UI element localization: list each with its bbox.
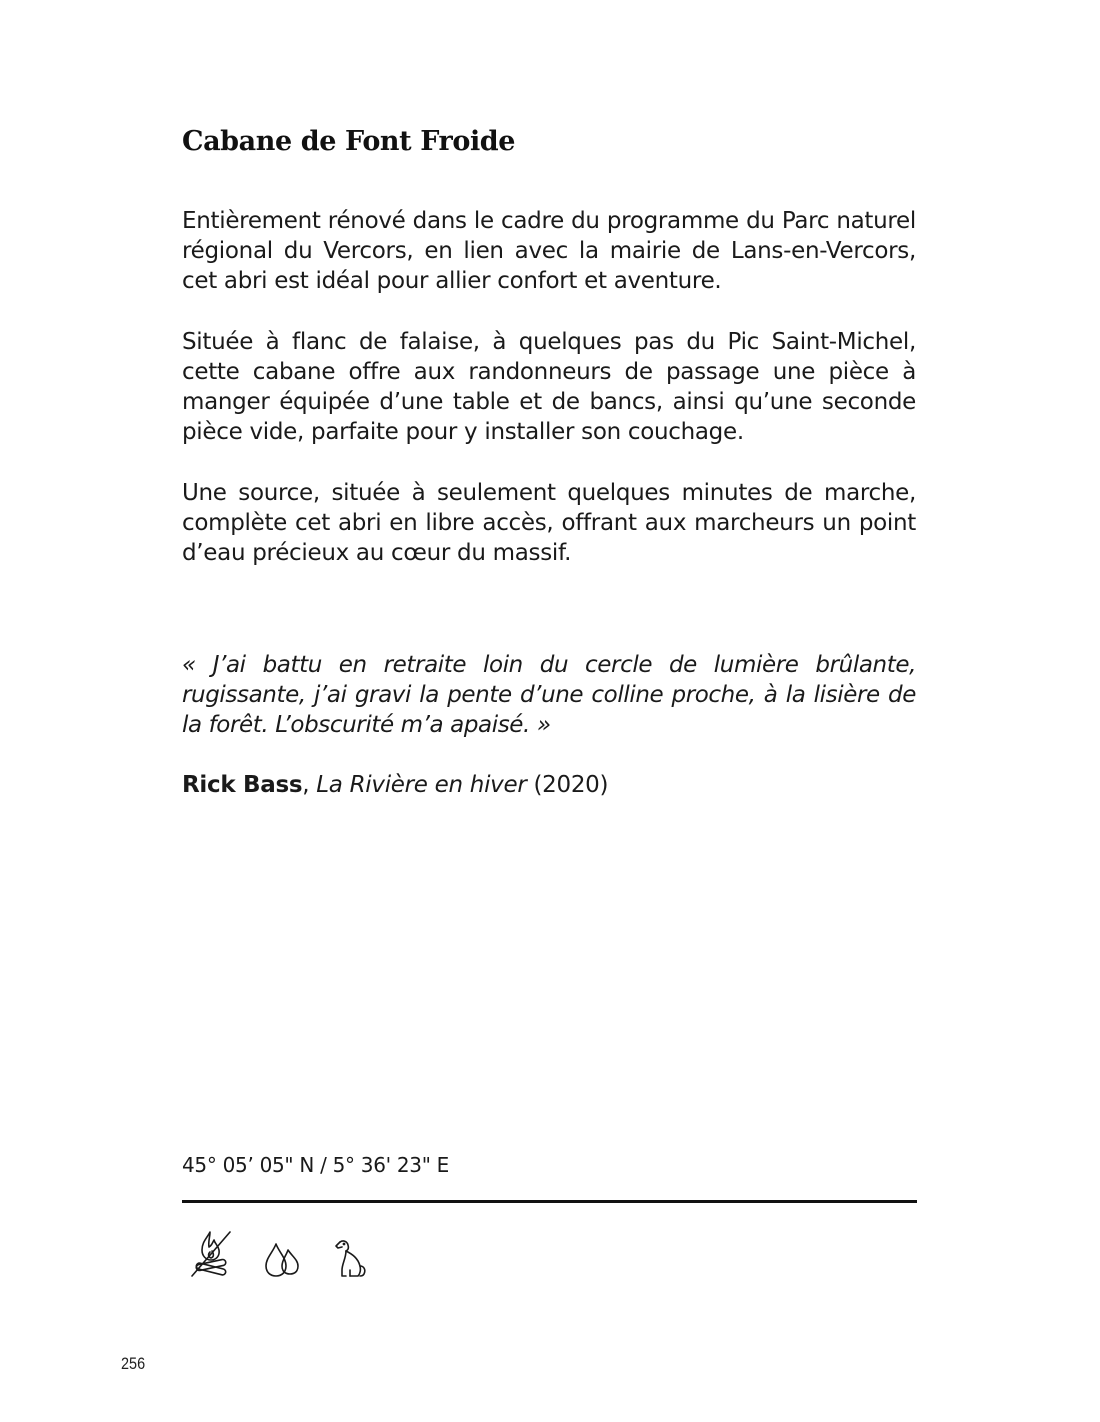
divider bbox=[182, 1200, 917, 1203]
quote-author: Rick Bass bbox=[182, 772, 303, 798]
citation-separator: , bbox=[302, 772, 317, 798]
paragraph-water-source: Une source, située à seulement quelques minutes de marche, complète cet abri en libre accès, offrant aux marcheurs un point d’eau précieux au cœur du massif. bbox=[182, 480, 916, 566]
page-number: 256 bbox=[121, 1354, 146, 1373]
quote-book-title: La Rivière en hiver bbox=[316, 772, 527, 798]
gps-coordinates: 45° 05’ 05" N / 5° 36' 23" E bbox=[182, 1153, 450, 1177]
no-fire-icon bbox=[188, 1226, 234, 1280]
amenity-icons bbox=[188, 1226, 398, 1280]
water-drops-icon bbox=[262, 1240, 302, 1280]
quote-text: « J’ai battu en retraite loin du cercle de lumière brûlante, rugissante, j’ai gravi la pente d’une colline proche, à la lisière de la forêt. L’obscurité m’a apaisé. » bbox=[182, 652, 916, 738]
paragraph-intro: Entièrement rénové dans le cadre du programme du Parc naturel régional du Vercors, en lien avec la mairie de Lans-en-Vercors, cet abri est idéal pour allier confort et aventure. bbox=[182, 208, 916, 294]
page-title: Cabane de Font Froide bbox=[182, 126, 516, 157]
quote-citation bbox=[182, 770, 608, 800]
quote-year: (2020) bbox=[526, 772, 609, 798]
dog-icon bbox=[330, 1236, 370, 1280]
paragraph-location: Située à flanc de falaise, à quelques pas du Pic Saint-Michel, cette cabane offre aux randonneurs de passage une pièce à manger équipée d’une table et de bancs, ainsi qu’une seconde pièce vide, parfaite pour y installer son couchage. bbox=[182, 329, 916, 445]
